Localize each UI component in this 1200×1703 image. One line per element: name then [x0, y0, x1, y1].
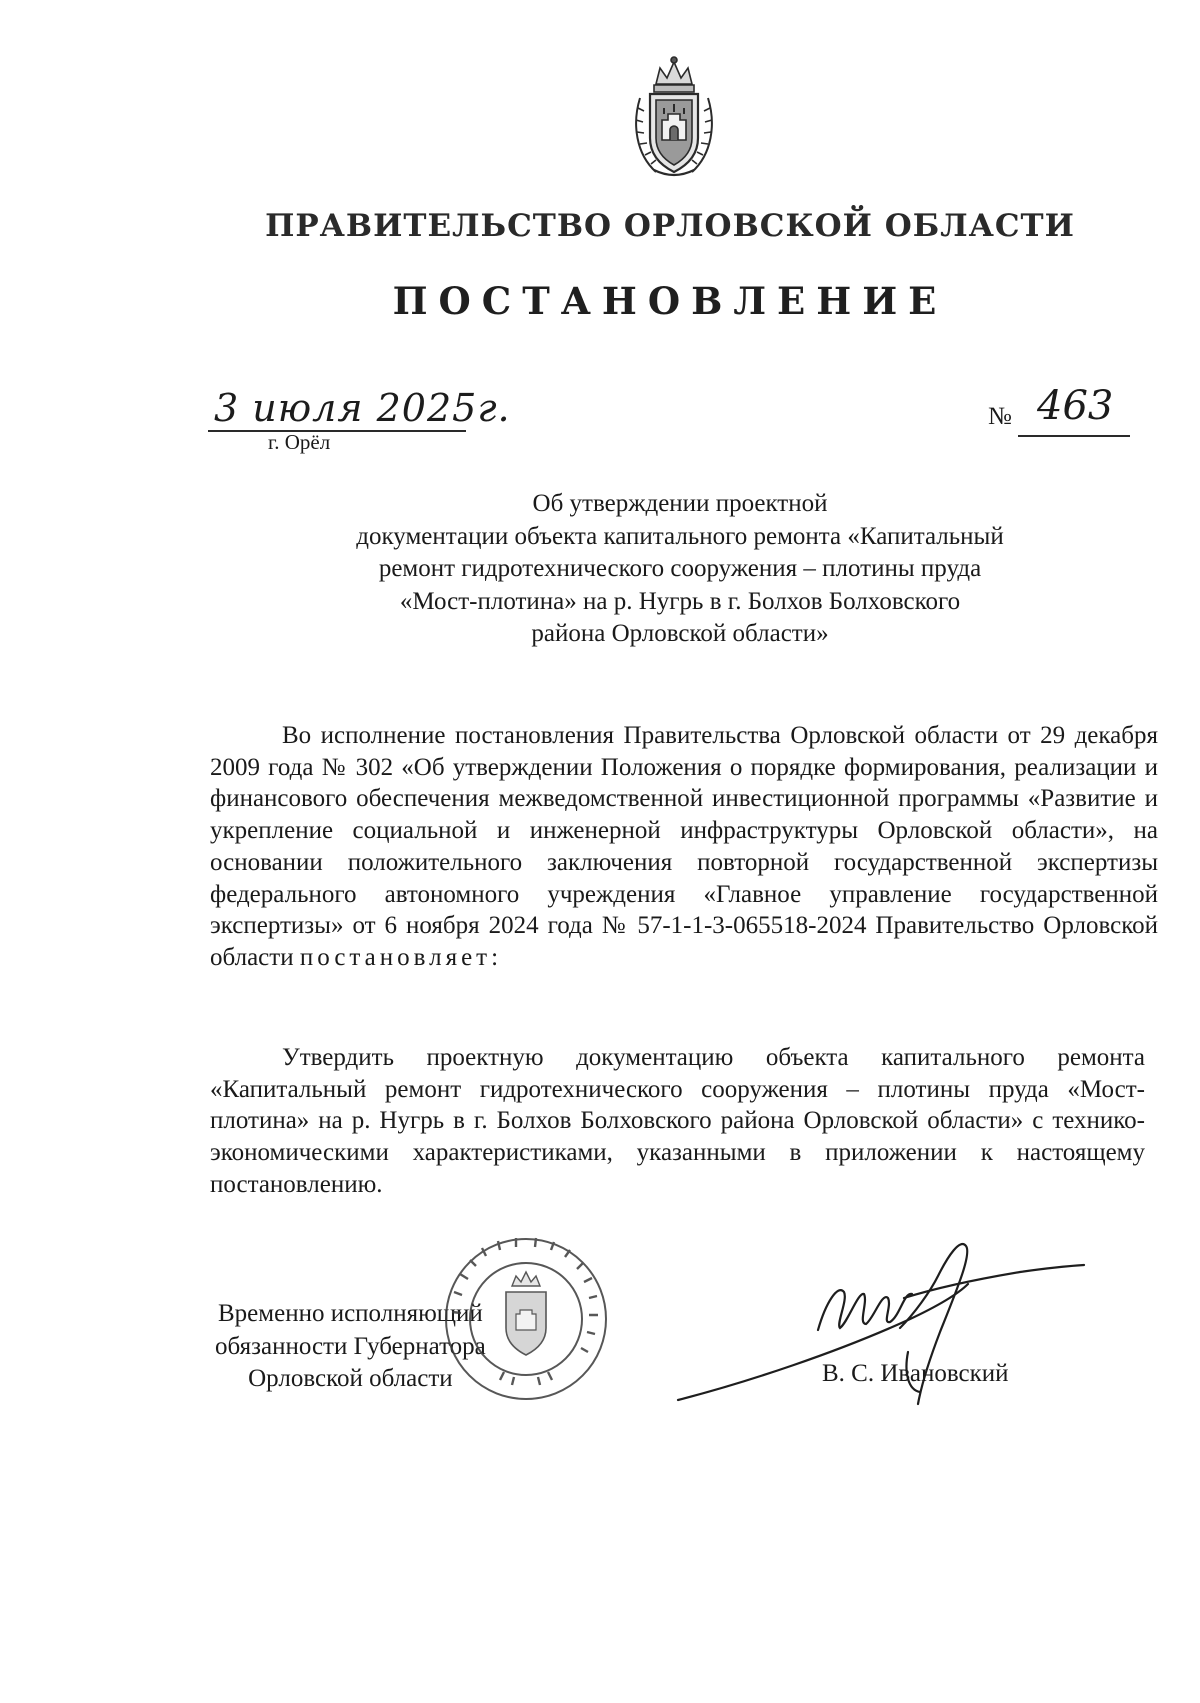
title-line: документации объекта капитального ремонта «Капитальный — [356, 522, 1004, 550]
number-label: № — [988, 403, 1012, 430]
document-title — [290, 488, 1070, 651]
body-paragraph-preamble — [210, 720, 1158, 974]
date-underline — [208, 430, 466, 432]
title-line: Об утверждении проектной — [532, 490, 828, 517]
preamble-text: Во исполнение постановления Правительства Орловской области от 29 декабря 2009 года № 302 «Об утверждении Положения о порядке формирования, реализации и финансового обеспечения межведомственной инвестиционной программы «Развитие и укрепление социальной и инженерной инфраструктуры Орловской области», на основании положительного заключения повторной государственной экспертизы федерального автономного учреждения «Главное управление государственной экспертизы» от 6 ноября 2024 года № 57-1-1-3-065518-2024 Правительство Орловской области — [210, 722, 1158, 971]
document-date: 3 июля 2025г. — [214, 386, 511, 430]
document-city: г. Орёл — [268, 430, 331, 454]
signer-position-line: обязанности Губернатора — [215, 1332, 486, 1360]
number-underline — [1018, 435, 1130, 437]
title-line: района Орловской области» — [531, 620, 829, 647]
official-seal-icon — [440, 1230, 612, 1408]
document-number: 463 — [1037, 383, 1114, 429]
signer-name: В. С. Ивановский — [822, 1360, 1009, 1387]
issuing-authority: ПРАВИТЕЛЬСТВО ОРЛОВСКОЙ ОБЛАСТИ — [265, 208, 1075, 244]
title-line: «Мост-плотина» на р. Нугрь в г. Болхов Болховского — [399, 587, 961, 615]
coat-of-arms-icon — [626, 54, 722, 182]
decision-text: Утвердить проектную документацию объекта капитального ремонта «Капитальный ремонт гидротехнического сооружения – плотины пруда «Мост-плотина» на р. Нугрь в г. Болхов Болховского района Орловской области» с технико-экономическими характеристиками, указанными в приложении к настоящему постановлению. — [210, 1044, 1145, 1198]
title-line: ремонт гидротехнического сооружения – плотины пруда — [378, 555, 982, 582]
document-type: ПОСТАНОВЛЕНИЕ — [392, 279, 948, 323]
resolves-keyword: постановляет: — [299, 943, 503, 971]
signer-position-line: Временно исполняющий — [218, 1300, 483, 1327]
signer-position-line: Орловской области — [248, 1365, 453, 1392]
body-paragraph-decision — [210, 1042, 1145, 1201]
